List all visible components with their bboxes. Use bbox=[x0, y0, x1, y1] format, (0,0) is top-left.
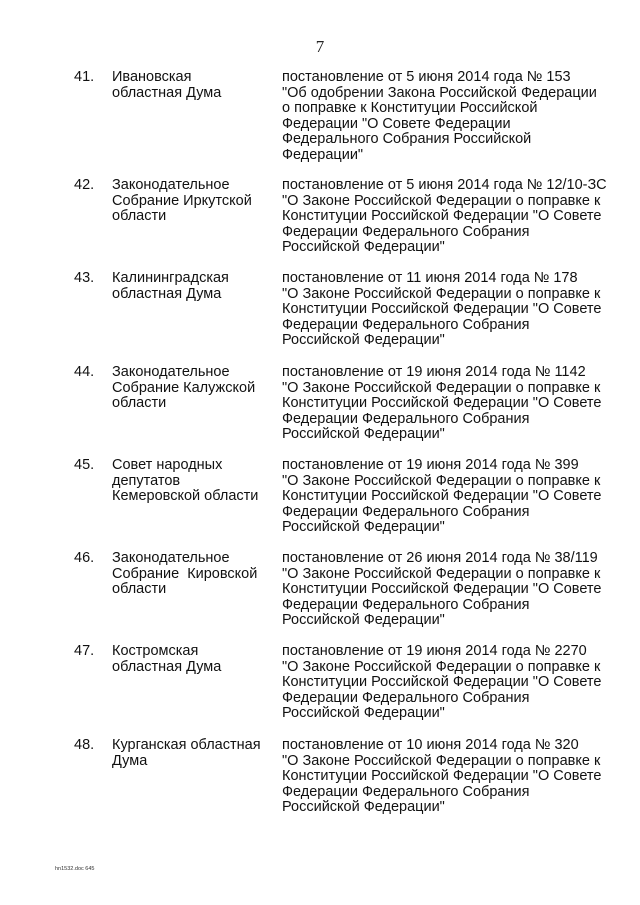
resolution-text-line: постановление от 19 июня 2014 года № 1142 bbox=[282, 364, 586, 380]
resolution-text-line: Федерации Федерального Собрания bbox=[282, 596, 530, 613]
legislative-body-line: Совет народных bbox=[112, 457, 223, 473]
resolution-text-line: постановление от 26 июня 2014 года № 38/119 bbox=[282, 550, 598, 566]
legislative-body-line: областная Дума bbox=[112, 658, 222, 675]
resolution-text-line: постановление от 5 июня 2014 года № 12/10-ЗС bbox=[282, 177, 607, 193]
item-number: 43. bbox=[74, 270, 95, 286]
resolution-text-line: постановление от 11 июня 2014 года № 178 bbox=[282, 270, 578, 286]
resolution-text-line: Федерации Федерального Собрания bbox=[282, 410, 530, 427]
legislative-body-line: Собрание Калужской bbox=[112, 379, 256, 396]
resolution-text-line: Федерации Федерального Собрания bbox=[282, 689, 530, 706]
resolution-text-line: Федерации "О Совете Федерации bbox=[282, 115, 511, 132]
resolution-text-line: "О Законе Российской Федерации о поправке к bbox=[282, 472, 601, 489]
legislative-body-line: областная Дума bbox=[112, 285, 222, 302]
legislative-body-line: Собрание Иркутской bbox=[112, 192, 252, 209]
resolution-text-line: "О Законе Российской Федерации о поправке к bbox=[282, 192, 601, 209]
resolution-text bbox=[282, 365, 622, 443]
resolution-text-line: Российской Федерации" bbox=[282, 519, 445, 535]
legislative-body-line: Дума bbox=[112, 752, 148, 769]
resolution-text-line: Конституции Российской Федерации "О Совете bbox=[282, 674, 602, 690]
legislative-body bbox=[112, 551, 270, 598]
resolution-text bbox=[282, 644, 622, 722]
item-number: 45. bbox=[74, 457, 95, 473]
resolution-text bbox=[282, 458, 622, 536]
resolution-text-line: Российской Федерации" bbox=[282, 799, 445, 815]
resolution-text-line: Федерации Федерального Собрания bbox=[282, 316, 530, 333]
legislative-body-line: Кемеровской области bbox=[112, 488, 259, 504]
legislative-body-line: Собрание Кировской bbox=[112, 565, 258, 582]
resolution-text-line: постановление от 10 июня 2014 года № 320 bbox=[282, 737, 579, 753]
resolution-text-line: Российской Федерации" bbox=[282, 612, 445, 628]
resolution-text-line: о поправке к Конституции Российской bbox=[282, 100, 538, 116]
resolution-text-line: Конституции Российской Федерации "О Совете bbox=[282, 208, 602, 224]
resolution-text-line: "О Законе Российской Федерации о поправке к bbox=[282, 565, 601, 582]
resolution-text-line: Федерации Федерального Собрания bbox=[282, 223, 530, 240]
item-number: 48. bbox=[74, 737, 95, 753]
footer-code: hn1532.doc 645 bbox=[55, 866, 95, 872]
resolution-text-line: "О Законе Российской Федерации о поправке к bbox=[282, 379, 601, 396]
resolution-text-line: Российской Федерации" bbox=[282, 332, 445, 348]
resolution-text-line: Конституции Российской Федерации "О Совете bbox=[282, 768, 602, 784]
item-number: 44. bbox=[74, 364, 95, 380]
legislative-body-line: Костромская bbox=[112, 643, 199, 659]
legislative-body-line: Законодательное bbox=[112, 177, 230, 193]
resolution-text-line: "О Законе Российской Федерации о поправке к bbox=[282, 285, 601, 302]
legislative-body-line: Калининградская bbox=[112, 270, 229, 286]
resolution-text-line: "О Законе Российской Федерации о поправке к bbox=[282, 752, 601, 769]
item-number: 41. bbox=[74, 69, 95, 85]
resolution-text-line: постановление от 19 июня 2014 года № 2270 bbox=[282, 643, 587, 659]
page-number: 7 bbox=[315, 37, 325, 56]
resolution-text-line: Федерации Федерального Собрания bbox=[282, 503, 530, 520]
legislative-body-line: области bbox=[112, 208, 167, 224]
resolution-text-line: "О Законе Российской Федерации о поправке к bbox=[282, 658, 601, 675]
item-number: 42. bbox=[74, 177, 95, 193]
resolution-text bbox=[282, 738, 622, 816]
legislative-body bbox=[112, 458, 270, 505]
legislative-body-line: Курганская областная bbox=[112, 737, 261, 753]
item-number: 46. bbox=[74, 550, 95, 566]
legislative-body bbox=[112, 365, 270, 412]
legislative-body-line: депутатов bbox=[112, 472, 181, 489]
resolution-text bbox=[282, 551, 622, 629]
resolution-text-line: постановление от 5 июня 2014 года № 153 bbox=[282, 69, 571, 85]
resolution-text bbox=[282, 271, 622, 349]
legislative-body-line: области bbox=[112, 581, 167, 597]
legislative-body-line: областная Дума bbox=[112, 84, 222, 101]
resolution-text-line: Конституции Российской Федерации "О Совете bbox=[282, 581, 602, 597]
resolution-text bbox=[282, 178, 622, 256]
legislative-body-line: Законодательное bbox=[112, 364, 230, 380]
resolution-text-line: Российской Федерации" bbox=[282, 426, 445, 442]
legislative-body bbox=[112, 644, 270, 675]
resolution-text-line: постановление от 19 июня 2014 года № 399 bbox=[282, 457, 579, 473]
resolution-text-line: Конституции Российской Федерации "О Совете bbox=[282, 395, 602, 411]
legislative-body-line: Законодательное bbox=[112, 550, 230, 566]
resolution-text-line: Федерального Собрания Российской bbox=[282, 131, 532, 147]
resolution-text-line: Федерации" bbox=[282, 146, 364, 163]
resolution-text-line: Конституции Российской Федерации "О Совете bbox=[282, 301, 602, 317]
resolution-text-line: "Об одобрении Закона Российской Федерации bbox=[282, 84, 597, 101]
legislative-body-line: Ивановская bbox=[112, 69, 192, 85]
resolution-text-line: Российской Федерации" bbox=[282, 705, 445, 721]
item-number: 47. bbox=[74, 643, 95, 659]
legislative-body-line: области bbox=[112, 395, 167, 411]
legislative-body bbox=[112, 271, 270, 302]
legislative-body bbox=[112, 738, 270, 769]
resolution-text-line: Конституции Российской Федерации "О Совете bbox=[282, 488, 602, 504]
resolution-text-line: Российской Федерации" bbox=[282, 239, 445, 255]
legislative-body bbox=[112, 70, 270, 101]
resolution-text bbox=[282, 70, 622, 163]
resolution-text-line: Федерации Федерального Собрания bbox=[282, 783, 530, 800]
legislative-body bbox=[112, 178, 270, 225]
